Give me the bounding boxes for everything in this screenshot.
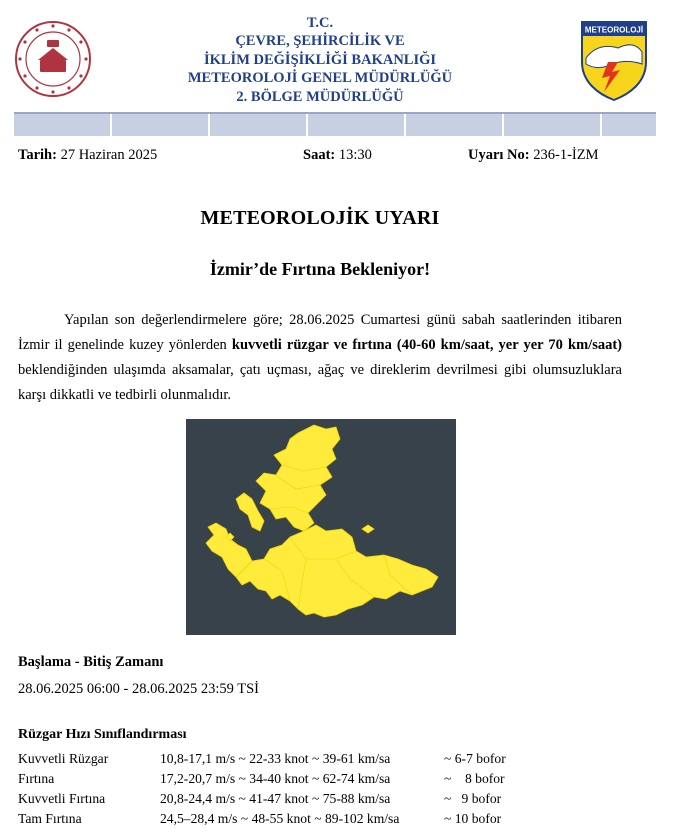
date-value: 27 Haziran 2025: [60, 147, 158, 163]
wind-class-bofor: ~ 8 bofor: [444, 771, 505, 786]
wind-class-name: Kuvvetli Fırtına: [18, 791, 106, 806]
time-field: [303, 147, 372, 164]
wind-class-speeds: 24,5–28,4 m/s ~ 48-55 knot ~ 89-102 km/sa: [160, 811, 400, 826]
wind-class-speeds: 10,8-17,1 m/s ~ 22-33 knot ~ 39-61 km/sa: [160, 751, 391, 766]
warning-number-field: [468, 147, 599, 164]
wind-class-name: Tam Fırtına: [18, 811, 82, 826]
wind-class-bofor: ~ 6-7 bofor: [444, 751, 506, 766]
date-label: Tarih:: [18, 147, 57, 163]
right-logo-text: METEOROLOJİ: [584, 25, 644, 35]
warning-number-value: 236-1-İZM: [533, 147, 599, 163]
header-line-3: İKLİM DEĞİŞİKLİĞİ BAKANLIĞI: [203, 51, 437, 68]
header-title: [150, 14, 490, 106]
header-line-5: 2. BÖLGE MÜDÜRLÜĞÜ: [236, 88, 404, 105]
time-value: 13:30: [338, 147, 372, 163]
header-divider-stripe: [14, 112, 656, 136]
warning-paragraph: [18, 308, 622, 408]
paragraph-text-1: Yapılan son değerlendirmelere göre; 28.06.2025 Cumartesi günü sabah saatlerinden itibaren İzmir il genelinde kuzey yönlerden: [18, 312, 622, 353]
period-heading: Başlama - Bitiş Zamanı: [18, 654, 164, 670]
wind-class-bofor: ~ 10 bofor: [444, 811, 502, 826]
paragraph-text-2: beklendiğinden ulaşımda aksamalar, çatı uçması, ağaç ve direklerim devrilmesi gibi olumsuzluklara karşı dikkatli ve tedbirli olunmalıdır.: [18, 362, 622, 403]
header-line-2: ÇEVRE, ŞEHİRCİLİK VE: [235, 33, 405, 50]
izmir-warning-map: [186, 419, 456, 635]
header-line-4: METEOROLOJİ GENEL MÜDÜRLÜĞÜ: [187, 70, 453, 87]
document-subtitle: İzmir’de Fırtına Bekleniyor!: [209, 259, 431, 279]
wind-class-speeds: 20,8-24,4 m/s ~ 41-47 knot ~ 75-88 km/sa: [160, 791, 391, 806]
ministry-seal-logo: [14, 20, 92, 98]
meteoroloji-shield-logo: [578, 18, 650, 102]
time-label: Saat:: [303, 147, 336, 163]
wind-class-bofor: ~ 9 bofor: [444, 791, 502, 806]
wind-class-speeds: 17,2-20,7 m/s ~ 34-40 knot ~ 62-74 km/sa: [160, 771, 391, 786]
wind-table-heading: Rüzgar Hızı Sınıflandırması: [18, 727, 187, 742]
date-field: [18, 147, 157, 164]
document-title: METEOROLOJİK UYARI: [200, 207, 440, 229]
warning-number-label: Uyarı No:: [468, 147, 530, 163]
period-value: 28.06.2025 06:00 - 28.06.2025 23:59 TSİ: [18, 681, 259, 697]
header-line-1: T.C.: [306, 15, 334, 31]
wind-class-name: Fırtına: [18, 771, 55, 786]
wind-class-name: Kuvvetli Rüzgar: [18, 751, 109, 766]
paragraph-bold-text: kuvvetli rüzgar ve fırtına (40-60 km/saat, yer yer 70 km/saat): [231, 337, 622, 353]
